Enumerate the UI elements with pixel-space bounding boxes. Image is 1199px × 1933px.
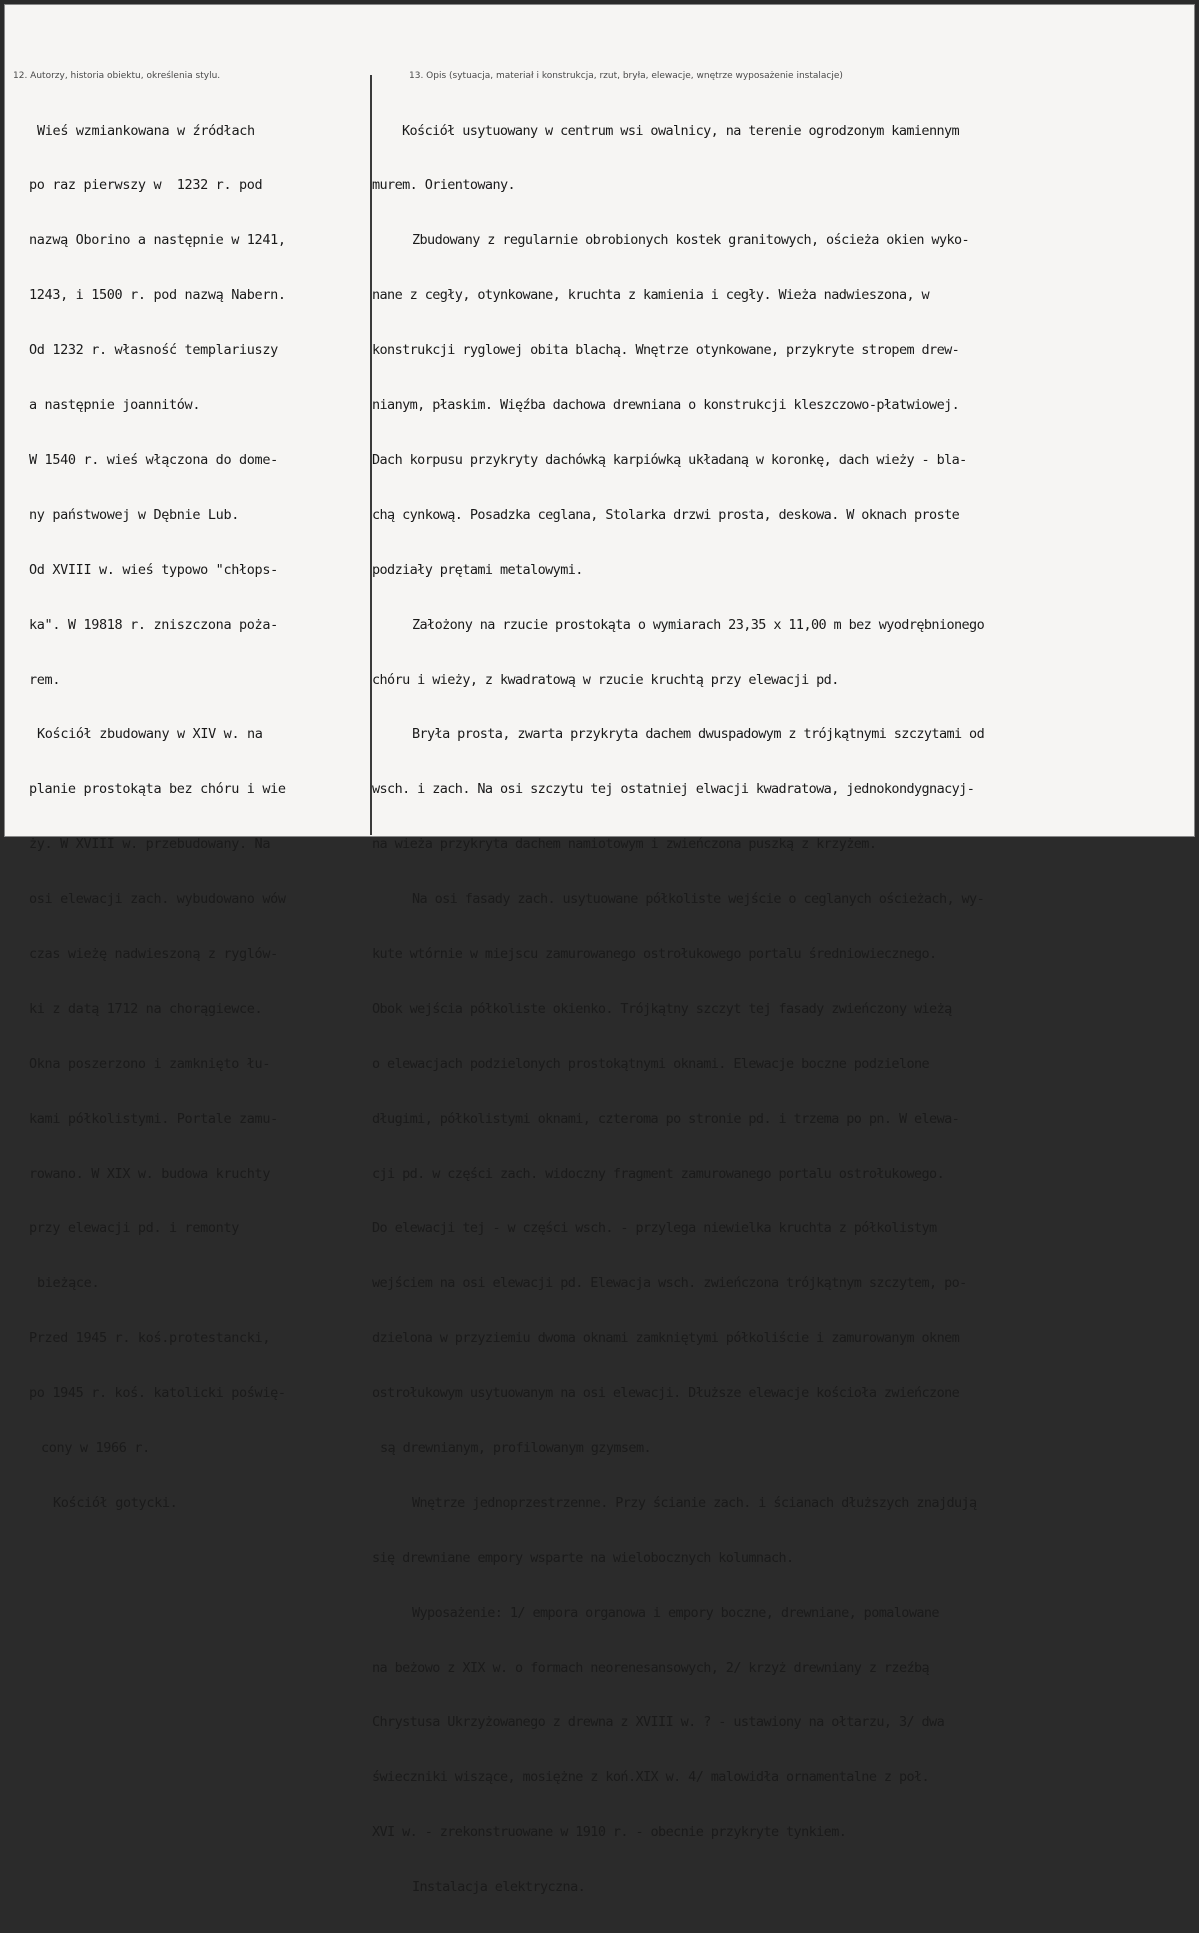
history-line: a następnie joannitów. xyxy=(29,397,201,414)
history-line: Wieś wzmiankowana w źródłach xyxy=(37,122,255,139)
history-text xyxy=(29,85,369,1549)
description-line: konstrukcji ryglowej obita blachą. Wnętrze otynkowane, przykryte stropem drew- xyxy=(372,342,960,359)
description-line: ostrołukowym usytuowanym na osi elewacji. Dłuższe elewacje kościoła zwieńczone xyxy=(372,1385,960,1402)
description-line: są drewnianym, profilowanym gzymsem. xyxy=(380,1439,651,1456)
history-line: po 1945 r. koś. katolicki poświę- xyxy=(29,1385,286,1402)
history-line: Od XVIII w. wieś typowo "chłops- xyxy=(29,561,278,578)
description-line: Zbudowany z regularnie obrobionych kostek granitowych, ościeża okien wyko- xyxy=(412,232,970,249)
record-card xyxy=(4,4,1195,1896)
description-line: wsch. i zach. Na osi szczytu tej ostatniej elwacji kwadratowa, jednokondygnacyj- xyxy=(372,781,975,798)
history-line: po raz pierwszy w 1232 r. pod xyxy=(29,177,263,194)
description-line: długimi, półkolistymi oknami, czteroma po stronie pd. i trzema po pn. W elewa- xyxy=(372,1110,960,1127)
history-line: osi elewacji zach. wybudowano wów xyxy=(29,891,286,908)
history-line: Od 1232 r. własność templariuszy xyxy=(29,342,278,359)
description-line: się drewniane empory wsparte na wielobocznych kolumnach. xyxy=(372,1549,794,1566)
description-line: na beżowo z XIX w. o formach neorenesansowych, 2/ krzyż drewniany z rzeźbą xyxy=(372,1659,930,1676)
description-line: Kościół usytuowany w centrum wsi owalnicy, na terenie ogrodzonym kamiennym xyxy=(402,122,960,139)
description-line: Wnętrze jednoprzestrzenne. Przy ścianie zach. i ścianach dłuższych znajdują xyxy=(412,1494,977,1511)
description-line: kute wtórnie w miejscu zamurowanego ostrołukowego portalu średniowiecznego. xyxy=(372,945,937,962)
description-line: na wieża przykryta dachem namiotowym i zwieńczona puszką z krzyżem. xyxy=(372,836,877,853)
history-line: przy elewacji pd. i remonty xyxy=(29,1220,239,1237)
history-line: Kościół gotycki. xyxy=(53,1494,178,1511)
section-12-header: 12. Autorzy, historia obiektu, określenia stylu. xyxy=(13,71,221,81)
description-text xyxy=(372,85,1187,1933)
description-line: chóru i wieży, z kwadratową w rzucie kruchtą przy elewacji pd. xyxy=(372,671,839,688)
description-line: XVI w. - zrekonstruowane w 1910 r. - obecnie przykryte tynkiem. xyxy=(372,1824,847,1841)
description-line: Bryła prosta, zwarta przykryta dachem dwuspadowym z trójkątnymi szczytami od xyxy=(412,726,985,743)
description-line: chą cynkową. Posadzka ceglana, Stolarka drzwi prosta, deskowa. W oknach proste xyxy=(372,506,960,523)
history-line: Okna poszerzono i zamknięto łu- xyxy=(29,1055,271,1072)
description-line: nane z cegły, otynkowane, kruchta z kamienia i cegły. Wieża nadwieszona, w xyxy=(372,287,930,304)
description-line: Chrystusa Ukrzyżowanego z drewna z XVIII w. ? - ustawiony na ołtarzu, 3/ dwa xyxy=(372,1714,945,1731)
history-line: kami półkolistymi. Portale zamu- xyxy=(29,1110,278,1127)
history-line: Kościół zbudowany w XIV w. na xyxy=(37,726,263,743)
history-line: ki z datą 1712 na chorągiewce. xyxy=(29,1000,263,1017)
history-line: ka". W 19818 r. zniszczona poża- xyxy=(29,616,278,633)
description-line: Obok wejścia półkoliste okienko. Trójkątny szczyt tej fasady zwieńczony wieżą xyxy=(372,1000,952,1017)
history-line: ży. W XVIII w. przebudowany. Na xyxy=(29,836,271,853)
history-line: W 1540 r. wieś włączona do dome- xyxy=(29,451,278,468)
history-line: planie prostokąta bez chóru i wie xyxy=(29,781,286,798)
description-line: o elewacjach podzielonych prostokątnymi oknami. Elewacje boczne podzielone xyxy=(372,1055,930,1072)
description-line: Instalacja elektryczna. xyxy=(412,1879,586,1896)
history-line: czas wieżę nadwieszoną z ryglów- xyxy=(29,945,278,962)
description-line: Do elewacji tej - w części wsch. - przylega niewielka kruchta z półkolistym xyxy=(372,1220,937,1237)
description-line: nianym, płaskim. Więźba dachowa drewniana o konstrukcji kleszczowo-płatwiowej. xyxy=(372,397,960,414)
description-line: cji pd. w części zach. widoczny fragment zamurowanego portalu ostrołukowego. xyxy=(372,1165,945,1182)
history-line: bieżące. xyxy=(37,1275,100,1292)
description-line: Na osi fasady zach. usytuowane półkoliste wejście o ceglanych ościeżach, wy- xyxy=(412,891,985,908)
history-line: 1243, i 1500 r. pod nazwą Nabern. xyxy=(29,287,286,304)
section-13-header: 13. Opis (sytuacja, materiał i konstrukcja, rzut, bryła, elewacje, wnętrze wyposażenie instalacje) xyxy=(409,71,843,81)
description-line: świeczniki wiszące, mosiężne z koń.XIX w. 4/ malowidła ornamentalne z poł. xyxy=(372,1769,930,1786)
history-line: rem. xyxy=(29,671,61,688)
description-line: dzielona w przyziemiu dwoma oknami zamkniętymi półkoliście i zamurowanym oknem xyxy=(372,1330,960,1347)
history-line: Przed 1945 r. koś.protestancki, xyxy=(29,1330,271,1347)
description-line: Wyposażenie: 1/ empora organowa i empory boczne, drewniane, pomalowane xyxy=(412,1604,939,1621)
history-line: ny państwowej w Dębnie Lub. xyxy=(29,506,239,523)
history-line: rowano. W XIX w. budowa kruchty xyxy=(29,1165,271,1182)
description-line: Dach korpusu przykryty dachówką karpiówką układaną w koronkę, dach wieży - bla- xyxy=(372,451,967,468)
history-line: cony w 1966 r. xyxy=(41,1439,150,1456)
description-line: Założony na rzucie prostokąta o wymiarach 23,35 x 11,00 m bez wyodrębnionego xyxy=(412,616,985,633)
description-line: wejściem na osi elewacji pd. Elewacja wsch. zwieńczona trójkątnym szczytem, po- xyxy=(372,1275,967,1292)
description-line: podziały prętami metalowymi. xyxy=(372,561,583,578)
history-line: nazwą Oborino a następnie w 1241, xyxy=(29,232,286,249)
description-line: murem. Orientowany. xyxy=(372,177,516,194)
